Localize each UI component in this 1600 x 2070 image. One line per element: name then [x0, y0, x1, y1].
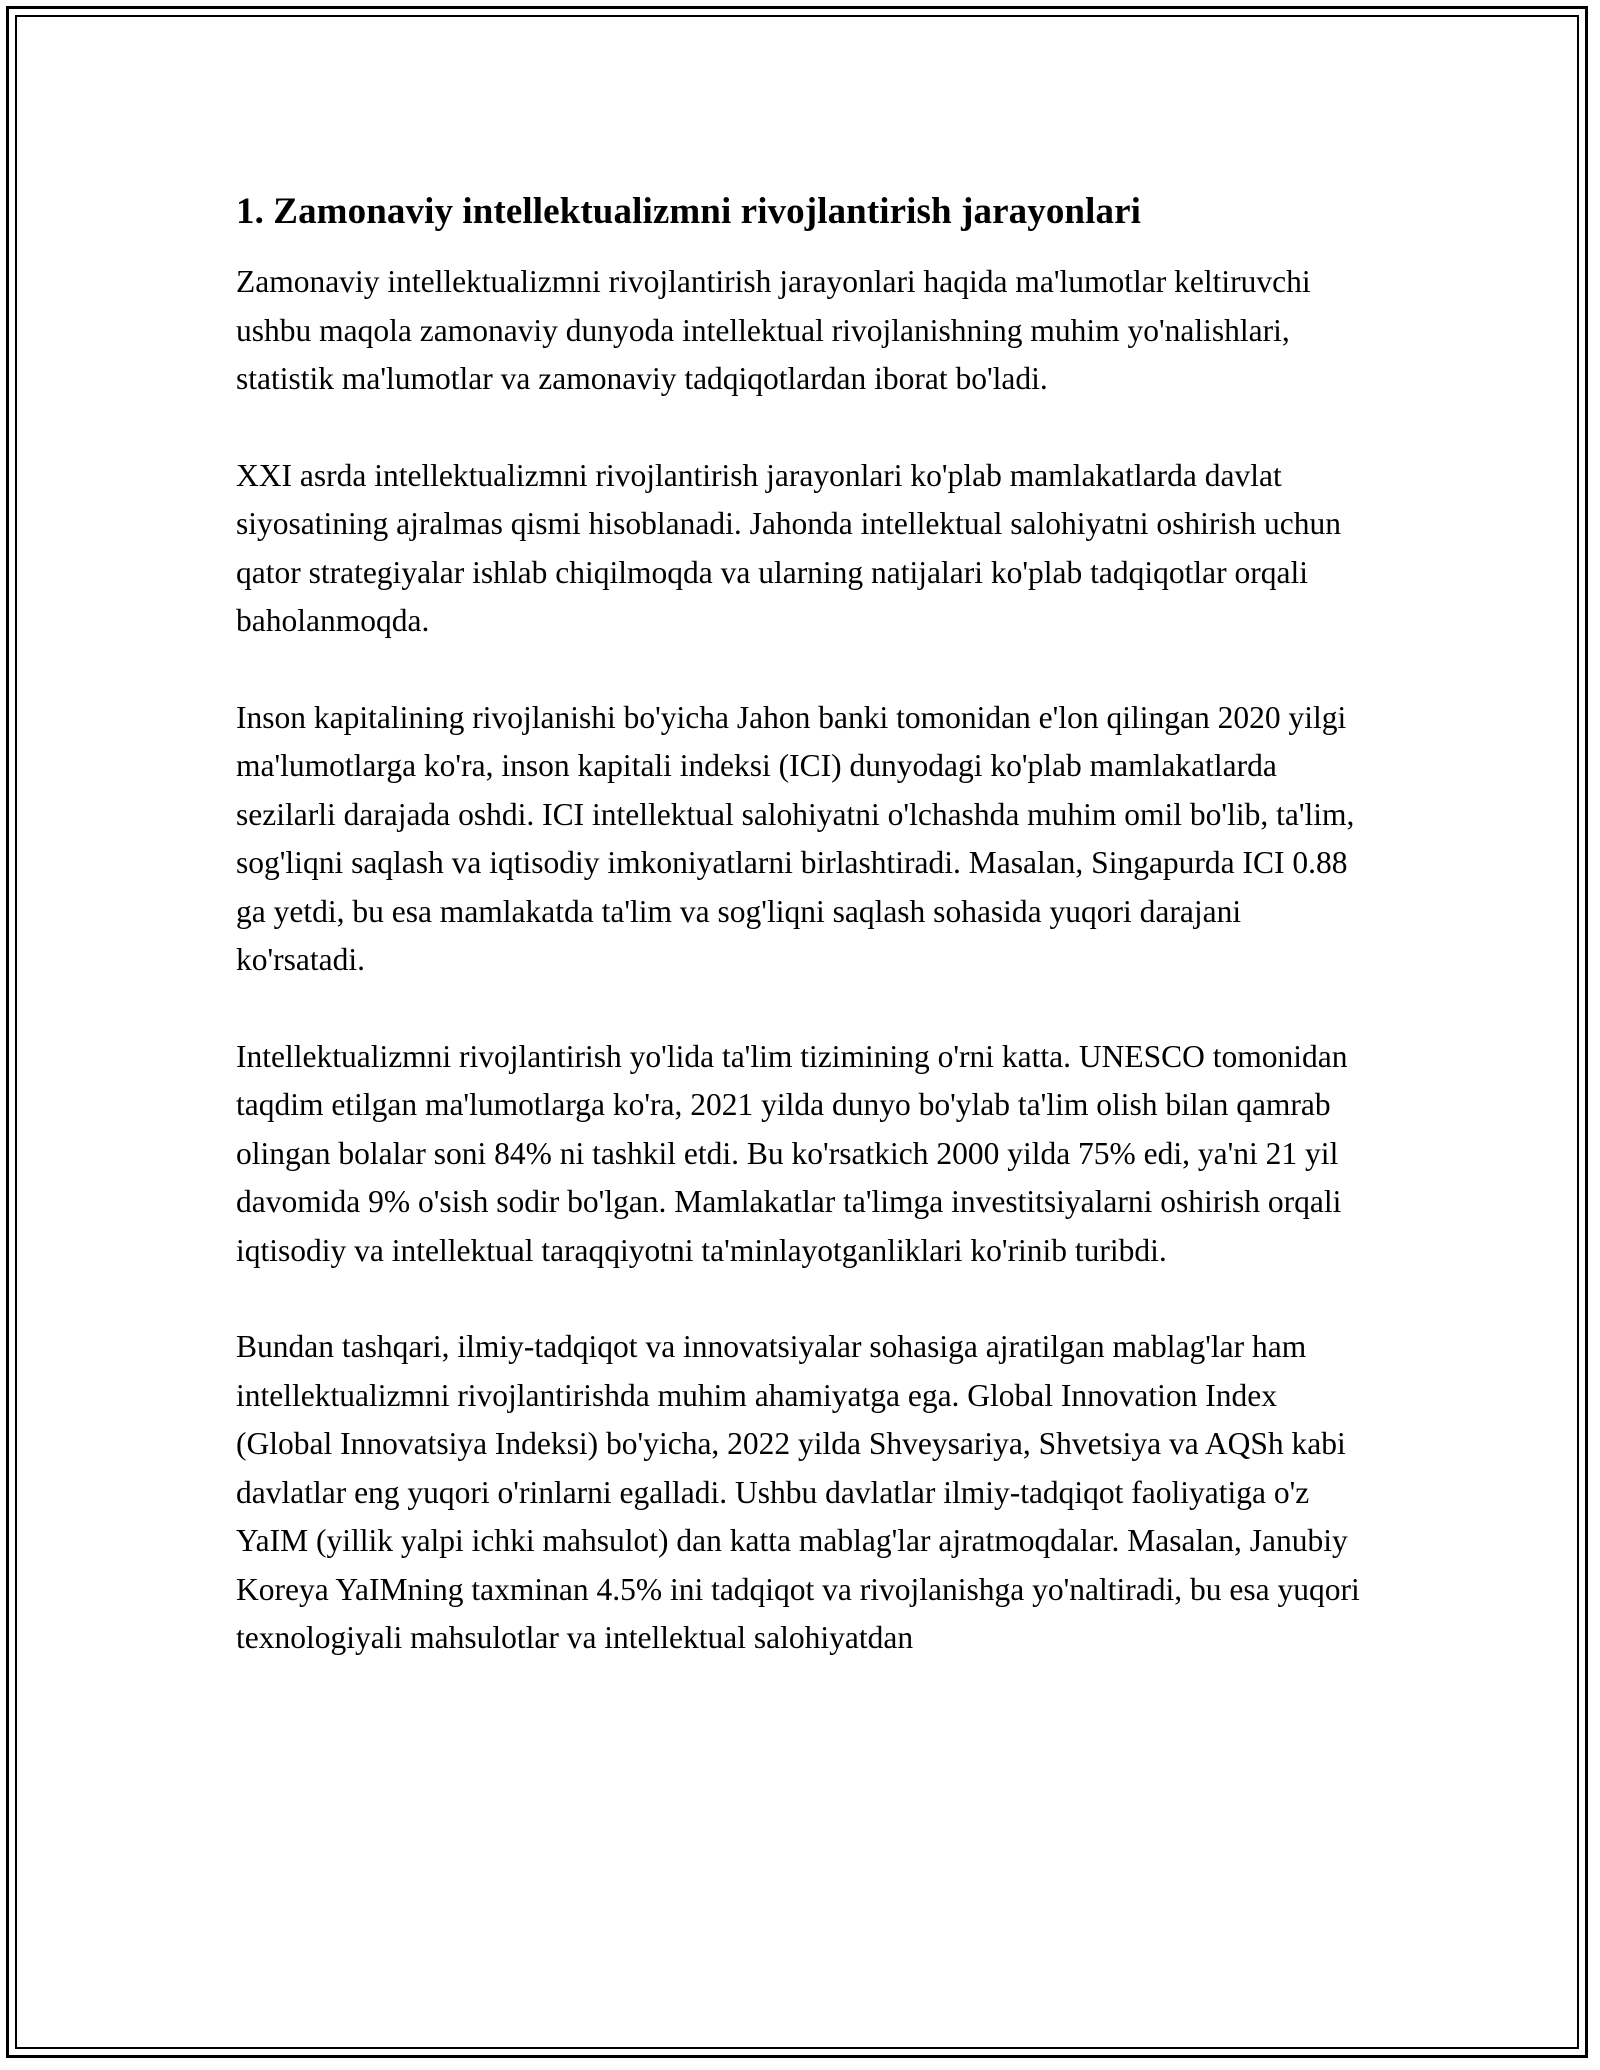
- paragraph-education: Intellektualizmni rivojlantirish yo'lida ta'lim tizimining o'rni katta. UNESCO tomonidan taqdim etilgan ma'lumotlarga ko'ra, 2021 yilda dunyo bo'ylab ta'lim olish bilan qamrab olingan bolalar soni 84% ni tashkil etdi. Bu ko'rsatkich 2000 yilda 75% edi, ya'ni 21 yil davomida 9% o'sish sodir bo'lgan. Mamlakatlar ta'limga investitsiyalarni oshirish orqali iqtisodiy va intellektual taraqqiyotni ta'minlayotganliklari ko'rinib turibdi.: [236, 1038, 1348, 1268]
- paragraph-xxi-century: XXI asrda intellektualizmni rivojlantirish jarayonlari ko'plab mamlakatlarda davlat siyosatining ajralmas qismi hisoblanadi. Jahonda intellektual salohiyatni oshirish uchun qator strategiyalar ishlab chiqilmoqda va ularning natijalari ko'plab tadqiqotlar orqali baholanmoqda.: [236, 457, 1341, 638]
- document-body: [236, 188, 1376, 1711]
- paragraph-intro: Zamonaviy intellektualizmni rivojlantirish jarayonlari haqida ma'lumotlar keltiruvchi ushbu maqola zamonaviy dunyoda intellektual rivojlanishning muhim yo'nalishlari, statistik ma'lumotlar va zamonaviy tadqiqotlardan iborat bo'ladi.: [236, 264, 1311, 396]
- section-heading: 1. Zamonaviy intellektualizmni rivojlantirish jarayonlari: [236, 191, 1141, 232]
- paragraph-innovation: Bundan tashqari, ilmiy-tadqiqot va innovatsiyalar sohasiga ajratilgan mablag'lar ham intellektualizmni rivojlantirishda muhim ahamiyatga ega. Global Innovation Index (Global Innovatsiya Indeksi) bo'yicha, 2022 yilda Shveysariya, Shvetsiya va AQSh kabi davlatlar eng yuqori o'rinlarni egalladi. Ushbu davlatlar ilmiy-tadqiqot faoliyatiga o'z YaIM (yillik yalpi ichki mahsulot) dan katta mablag'lar ajratmoqdalar. Masalan, Janubiy Koreya YaIMning taxminan 4.5% ini tadqiqot va rivojlanishga yo'naltiradi, bu esa yuqori texnologiyali mahsulotlar va intellektual salohiyatdan: [236, 1329, 1360, 1655]
- paragraph-human-capital: Inson kapitalining rivojlanishi bo'yicha Jahon banki tomonidan e'lon qilingan 2020 yilgi ma'lumotlarga ko'ra, inson kapitali indeksi (ICI) dunyodagi ko'plab mamlakatlarda sezilarli darajada oshdi. ICI intellektual salohiyatni o'lchashda muhim omil bo'lib, ta'lim, sog'liqni saqlash va iqtisodiy imkoniyatlarni birlashtiradi. Masalan, Singapurda ICI 0.88 ga yetdi, bu esa mamlakatda ta'lim va sog'liqni saqlash sohasida yuqori darajani ko'rsatadi.: [236, 699, 1355, 977]
